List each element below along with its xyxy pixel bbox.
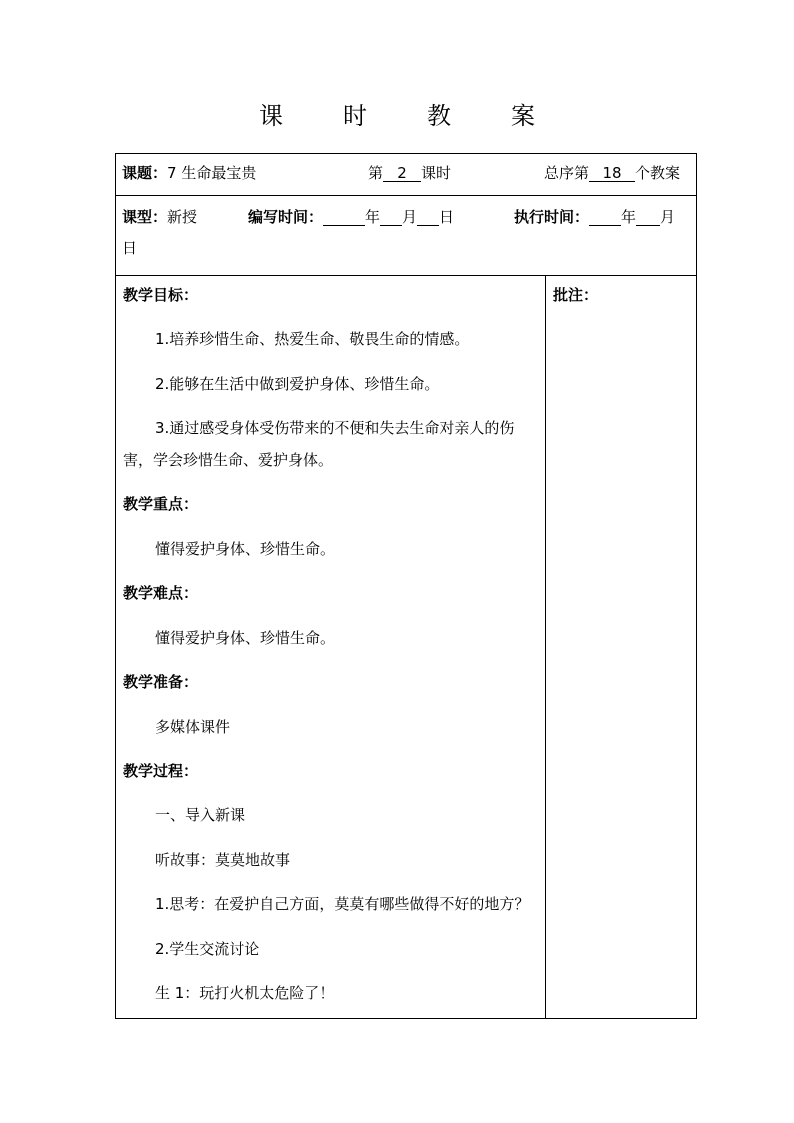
total-number: 18 bbox=[589, 165, 635, 182]
body-line: 2.能够在生活中做到爱护身体、珍惜生命。 bbox=[155, 375, 440, 393]
body-line: 1.思考：在爱护自己方面，莫莫有哪些做得不好的地方？ bbox=[155, 895, 530, 913]
lesson-plan-table bbox=[115, 153, 697, 1019]
lesson-type bbox=[122, 206, 197, 227]
lesson-count bbox=[368, 162, 451, 183]
lesson-number: 2 bbox=[383, 165, 421, 182]
section-heading: 教学重点： bbox=[123, 495, 199, 513]
exec-label: 执行时间： bbox=[514, 208, 590, 226]
total-suffix: 个教案 bbox=[635, 164, 681, 182]
body-line: 懂得爱护身体、珍惜生命。 bbox=[155, 629, 336, 647]
exec-date bbox=[514, 206, 675, 227]
month-label: 月 bbox=[402, 208, 418, 226]
written-label: 编写时间： bbox=[248, 208, 324, 226]
lesson-suffix: 课时 bbox=[421, 164, 452, 182]
body-line: 一、导入新课 bbox=[155, 806, 246, 824]
body-line: 2.学生交流讨论 bbox=[155, 940, 260, 958]
topic-value: 7 生命最宝贵 bbox=[167, 164, 257, 182]
header-row bbox=[116, 154, 696, 196]
topic bbox=[122, 162, 256, 183]
body-line: 懂得爱护身体、珍惜生命。 bbox=[155, 540, 336, 558]
total-prefix: 总序第 bbox=[544, 164, 590, 182]
exec-day: 日 bbox=[122, 239, 138, 257]
title-char: 时 bbox=[343, 102, 367, 130]
exec-year-label: 年 bbox=[621, 208, 637, 226]
notes-label: 批注： bbox=[553, 286, 599, 304]
written-date bbox=[248, 206, 454, 227]
page-title bbox=[0, 96, 794, 131]
body-line: 多媒体课件 bbox=[155, 718, 231, 736]
written-year-blank[interactable] bbox=[323, 209, 365, 226]
exec-year-blank[interactable] bbox=[589, 209, 621, 226]
body-line: 听故事：莫莫地故事 bbox=[155, 851, 291, 869]
lesson-prefix: 第 bbox=[368, 164, 384, 182]
section-heading: 教学目标： bbox=[123, 286, 199, 304]
total-count bbox=[544, 162, 680, 183]
day-label: 日 bbox=[439, 208, 455, 226]
body-line: 1.培养珍惜生命、热爱生命、敬畏生命的情感。 bbox=[155, 330, 470, 348]
content-row bbox=[116, 276, 696, 1018]
topic-label: 课题： bbox=[122, 164, 168, 182]
body-line: 害，学会珍惜生命、爱护身体。 bbox=[123, 451, 334, 469]
type-label: 课型： bbox=[122, 208, 168, 226]
title-char: 教 bbox=[427, 102, 451, 130]
body-line: 3.通过感受身体受伤带来的不便和失去生命对亲人的伤 bbox=[155, 419, 515, 437]
title-char: 课 bbox=[259, 102, 283, 130]
section-heading: 教学过程： bbox=[123, 762, 199, 780]
written-month-blank[interactable] bbox=[380, 209, 402, 226]
written-day-blank[interactable] bbox=[417, 209, 439, 226]
column-divider bbox=[545, 276, 546, 1018]
type-value: 新授 bbox=[167, 208, 198, 226]
section-heading: 教学难点： bbox=[123, 584, 199, 602]
body-line: 生 1：玩打火机太危险了！ bbox=[155, 984, 335, 1002]
exec-month-label: 月 bbox=[660, 208, 676, 226]
title-char: 案 bbox=[511, 102, 535, 130]
year-label: 年 bbox=[365, 208, 381, 226]
section-heading: 教学准备： bbox=[123, 673, 199, 691]
meta-row bbox=[116, 196, 696, 276]
exec-month-blank[interactable] bbox=[636, 209, 660, 226]
